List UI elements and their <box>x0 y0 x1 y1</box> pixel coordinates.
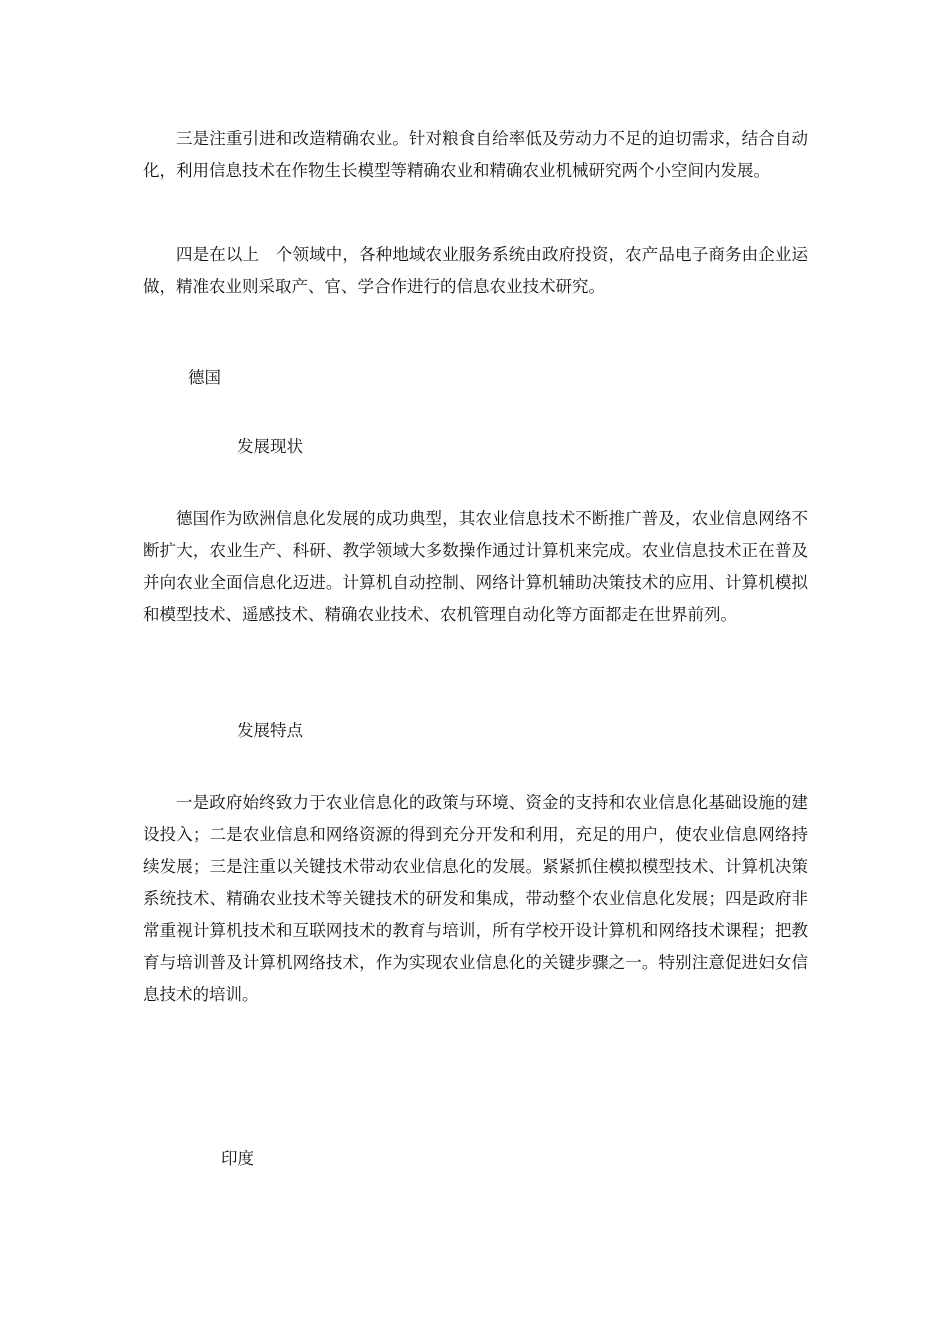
paragraph-japan-precision-agriculture: 三是注重引进和改造精确农业。针对粮食自给率低及劳动力不足的迫切需求，结合自动化，利用信息技术在作物生长模型等精确农业和精确农业机械研究两个小空间内发展。 <box>143 129 808 180</box>
paragraph-japan-investment: 四是在以上 个领域中，各种地域农业服务系统由政府投资，农产品电子商务由企业运做，精准农业则采取产、官、学合作进行的信息农业技术研究。 <box>143 245 808 296</box>
paragraph-germany-status: 德国作为欧洲信息化发展的成功典型，其农业信息技术不断推广普及，农业信息网络不断扩大，农业生产、科研、教学领域大多数操作通过计算机来完成。农业信息技术正在普及并向农业全面信息化迈进。计算机自动控制、网络计算机辅助决策技术的应用、计算机模拟和模型技术、遥感技术、精确农业技术、农机管理自动化等方面都走在世界前列。 <box>143 509 808 624</box>
heading-germany: 德国 <box>188 368 221 387</box>
paragraph-germany-features: 一是政府始终致力于农业信息化的政策与环境、资金的支持和农业信息化基础设施的建设投入；二是农业信息和网络资源的得到充分开发和利用，充足的用户，使农业信息网络持续发展；三是注重以关键技术带动农业信息化的发展。紧紧抓住模拟模型技术、计算机决策系统技术、精确农业技术等关键技术的研发和集成，带动整个农业信息化发展；四是政府非常重视计算机技术和互联网技术的教育与培训，所有学校开设计算机和网络技术课程；把教育与培训普及计算机网络技术，作为实现农业信息化的关键步骤之一。特别注意促进妇女信息技术的培训。 <box>143 793 808 1004</box>
heading-germany-features: 发展特点 <box>237 721 303 740</box>
heading-germany-status: 发展现状 <box>237 437 303 456</box>
heading-india: 印度 <box>221 1149 254 1168</box>
